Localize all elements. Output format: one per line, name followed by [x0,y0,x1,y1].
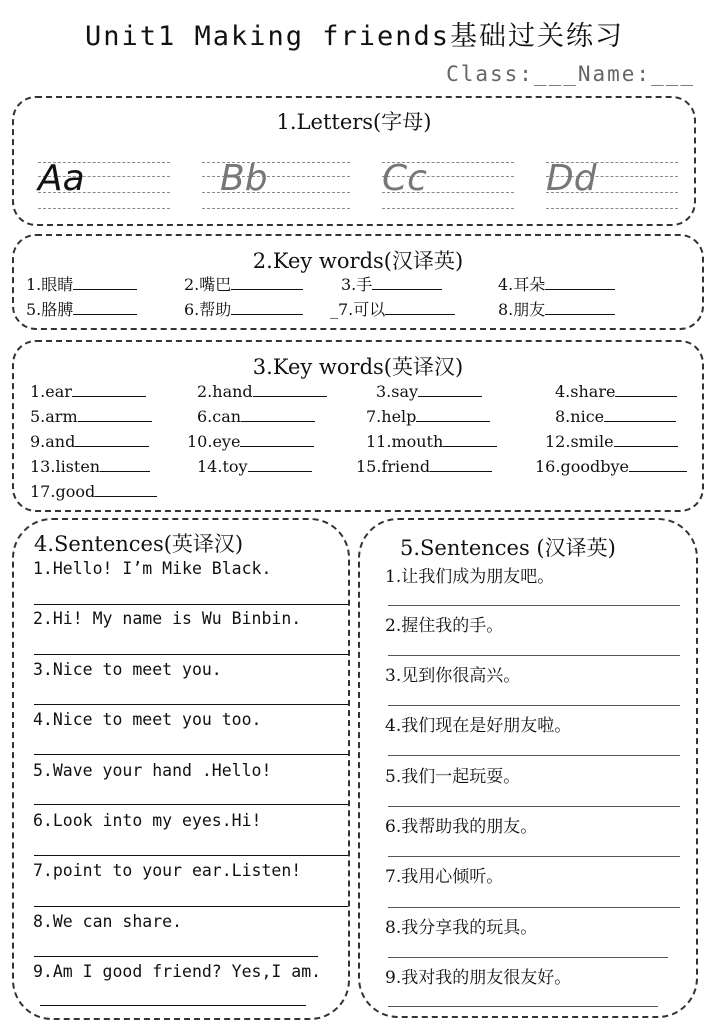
sentence-item: 8.We can share. [33,912,183,931]
answer-line [40,1005,306,1006]
letters-section-title: 1.Letters(字母) [276,110,432,134]
word-item: 14.toy [197,457,312,476]
word-item: 5.胳膊 [26,297,137,320]
word-item: 3.say [376,382,482,401]
word-item: 6.can [197,407,315,426]
word-item: 4.耳朵 [498,272,615,295]
word-item: 7.help [366,407,490,426]
answer-line [388,655,680,656]
letter-item: Dd [546,158,597,199]
answer-line [388,907,680,908]
sentences-en-cn-title: 4.Sentences(英译汉) [34,532,244,556]
sentences-cn-en-title: 5.Sentences (汉译英) [400,536,616,560]
sentence-item: 4.我们现在是好朋友啦。 [385,716,572,736]
word-item: 1.ear [30,382,146,401]
word-item: 9.and [30,432,149,451]
sentence-item: 3.Nice to meet you. [33,660,222,679]
key-words-cn-en-title: 2.Key words(汉译英) [252,249,464,273]
sentence-item: 3.见到你很高兴。 [385,666,521,686]
sentence-item: 6.我帮助我的朋友。 [385,817,538,837]
word-item: 12.smile [545,432,678,451]
word-item: 16.goodbye [535,457,687,476]
answer-line [388,856,680,857]
word-item: 6.帮助 [184,297,303,320]
word-item: 4.share [555,382,677,401]
sentence-item: 6.Look into my eyes.Hi! [33,811,262,830]
letter-item: Aa [38,158,85,199]
letter-practice-lines [202,158,350,210]
letter-practice-lines [38,158,170,210]
answer-line [388,755,680,756]
word-item: 8.nice [555,407,676,426]
word-item: 17.good [30,482,157,501]
answer-line [388,605,680,606]
letter-practice-lines [382,158,514,210]
word-item: _7.可以 [330,297,455,320]
sentence-item: 5.我们一起玩耍。 [385,767,521,787]
word-item: 15.friend [356,457,492,476]
worksheet-title: Unit1 Making friends基础过关练习 [84,21,625,52]
letter-item: Cc [382,158,427,199]
word-item: 2.hand [197,382,327,401]
word-item: 2.嘴巴 [184,272,303,295]
word-item: 10.eye [187,432,314,451]
sentence-item: 1.Hello! I’m Mike Black. [33,559,272,578]
sentence-item: 2.握住我的手。 [385,616,504,636]
answer-line [34,804,348,805]
answer-line [388,957,668,958]
letter-item: Bb [220,158,268,199]
word-item: 5.arm [30,407,152,426]
word-item: 13.listen [30,457,150,476]
word-item: 8.朋友 [498,297,615,320]
word-item: 11.mouth [366,432,497,451]
sentence-item: 2.Hi! My name is Wu Binbin. [33,609,302,628]
class-name-field: Class:___Name:___ [446,62,695,86]
answer-line [34,604,348,605]
key-words-en-cn-title: 3.Key words(英译汉) [252,355,464,379]
answer-line [34,754,348,755]
answer-line [388,806,680,807]
answer-line [34,906,348,907]
sentence-item: 4.Nice to meet you too. [33,710,262,729]
sentence-item: 7.我用心倾听。 [385,867,504,887]
answer-line [34,704,348,705]
sentence-item: 7.point to your ear.Listen! [33,861,302,880]
sentence-item: 9.我对我的朋友很友好。 [385,968,572,988]
sentence-item: 8.我分享我的玩具。 [385,918,538,938]
sentence-item: 1.让我们成为朋友吧。 [385,567,555,587]
word-item: 3.手 [341,272,442,295]
letter-practice-lines [546,158,678,210]
answer-line [34,956,318,957]
answer-line [388,1006,658,1007]
sentence-item: 5.Wave your hand .Hello! [33,761,272,780]
word-item: 1.眼睛 [26,272,137,295]
sentence-item: 9.Am I good friend? Yes,I am. [33,962,322,981]
answer-line [34,654,348,655]
answer-line [34,855,348,856]
answer-line [388,705,680,706]
